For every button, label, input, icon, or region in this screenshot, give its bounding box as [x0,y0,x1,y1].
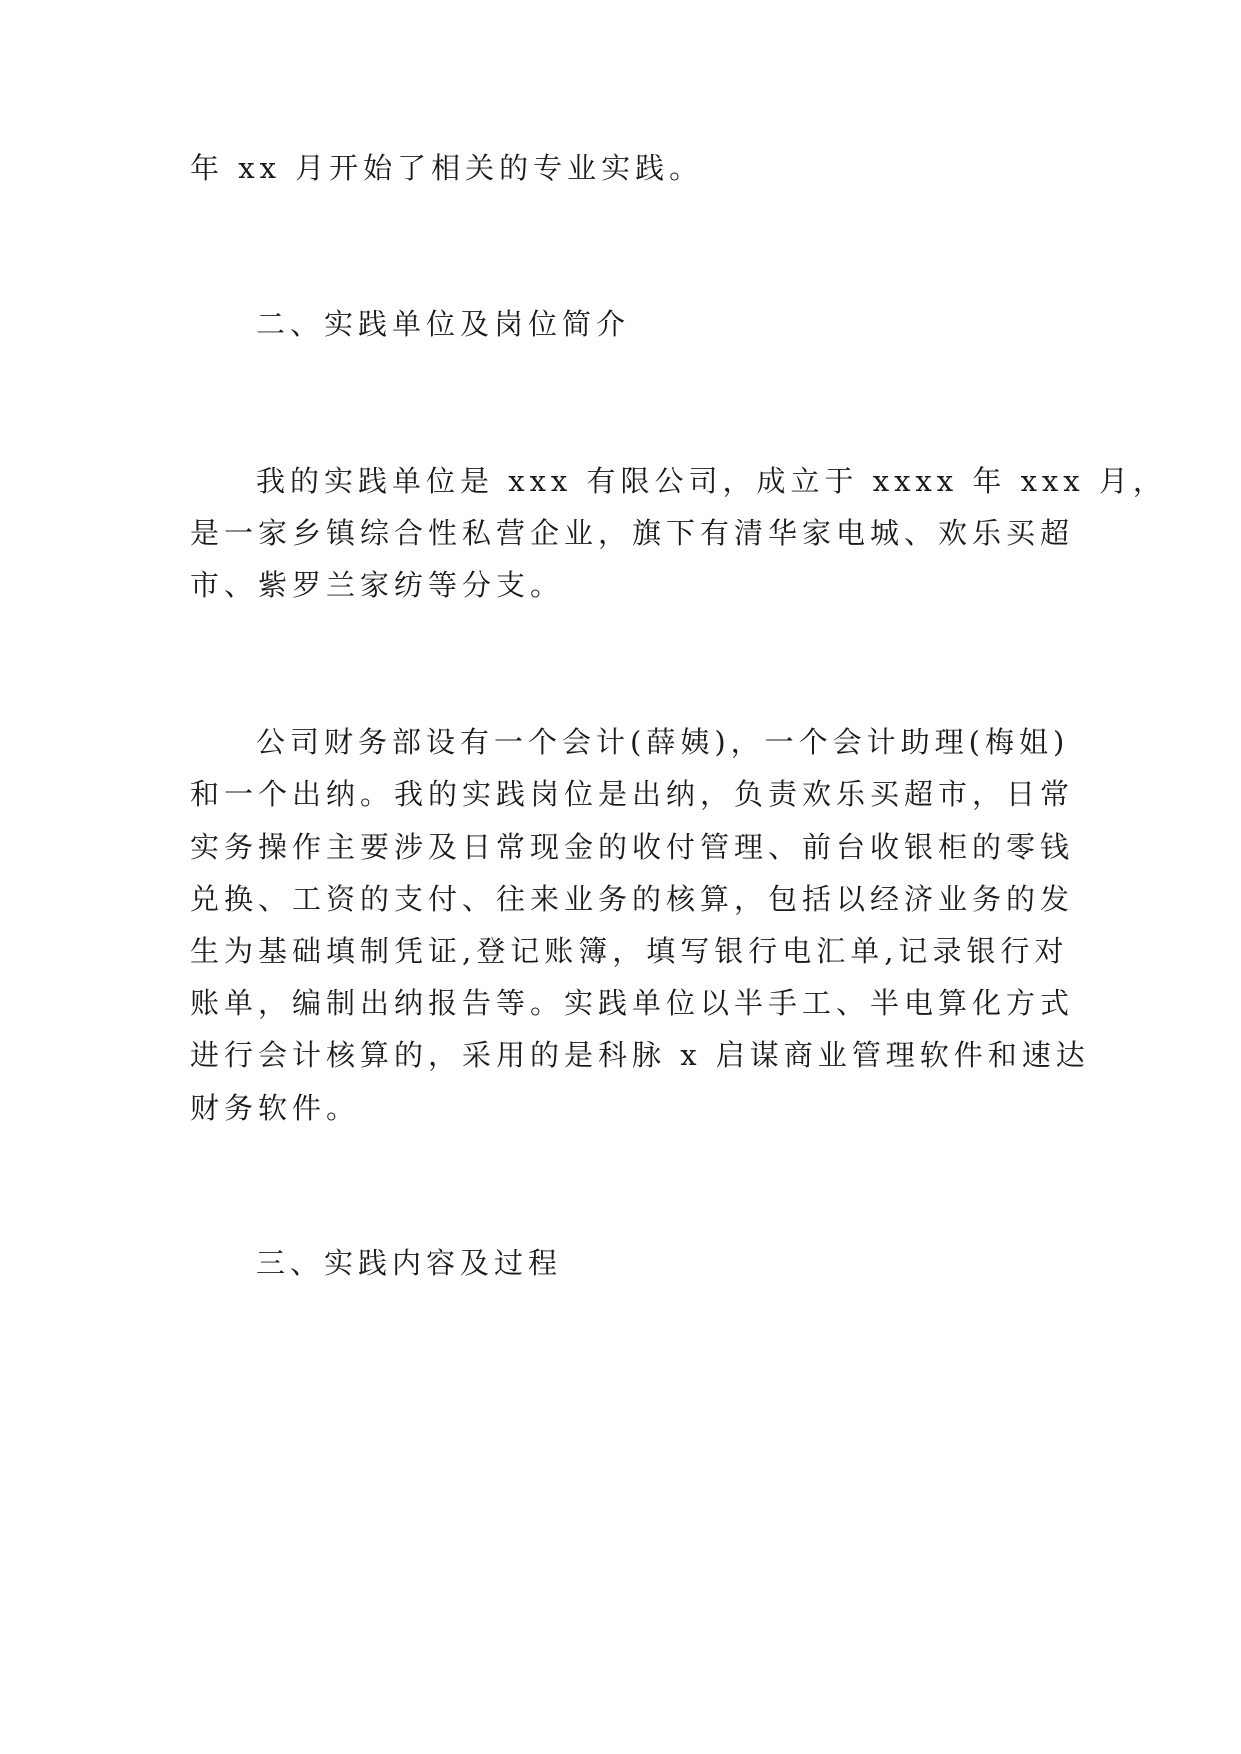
paragraph-2-line-5: 生为基础填制凭证,登记账簿，填写银行电汇单,记录银行对 [190,934,1069,968]
section-heading-3: 三、实践内容及过程 [256,1246,563,1280]
intro-line: 年 xx 月开始了相关的专业实践。 [190,151,704,185]
paragraph-2-line-7: 进行会计核算的，采用的是科脉 x 启谋商业管理软件和速达 [190,1038,1090,1072]
paragraph-1-line-1: 我的实践单位是 xxx 有限公司，成立于 xxxx 年 xxx 月， [256,464,1167,498]
paragraph-2-line-3: 实务操作主要涉及日常现金的收付管理、前台收银柜的零钱 [190,830,1075,864]
paragraph-2-line-4: 兑换、工资的支付、往来业务的核算，包括以经济业务的发 [190,882,1075,916]
paragraph-2-line-1: 公司财务部设有一个会计(薛姨)，一个会计助理(梅姐) [256,725,1070,759]
section-heading-2: 二、实践单位及岗位简介 [256,307,631,341]
paragraph-2-line-8: 财务软件。 [190,1091,361,1125]
paragraph-1-line-3: 市、紫罗兰家纺等分支。 [190,568,565,602]
paragraph-2-line-6: 账单，编制出纳报告等。实践单位以半手工、半电算化方式 [190,986,1075,1020]
paragraph-2-line-2: 和一个出纳。我的实践岗位是出纳，负责欢乐买超市，日常 [190,777,1075,811]
paragraph-1-line-2: 是一家乡镇综合性私营企业，旗下有清华家电城、欢乐买超 [190,516,1075,550]
